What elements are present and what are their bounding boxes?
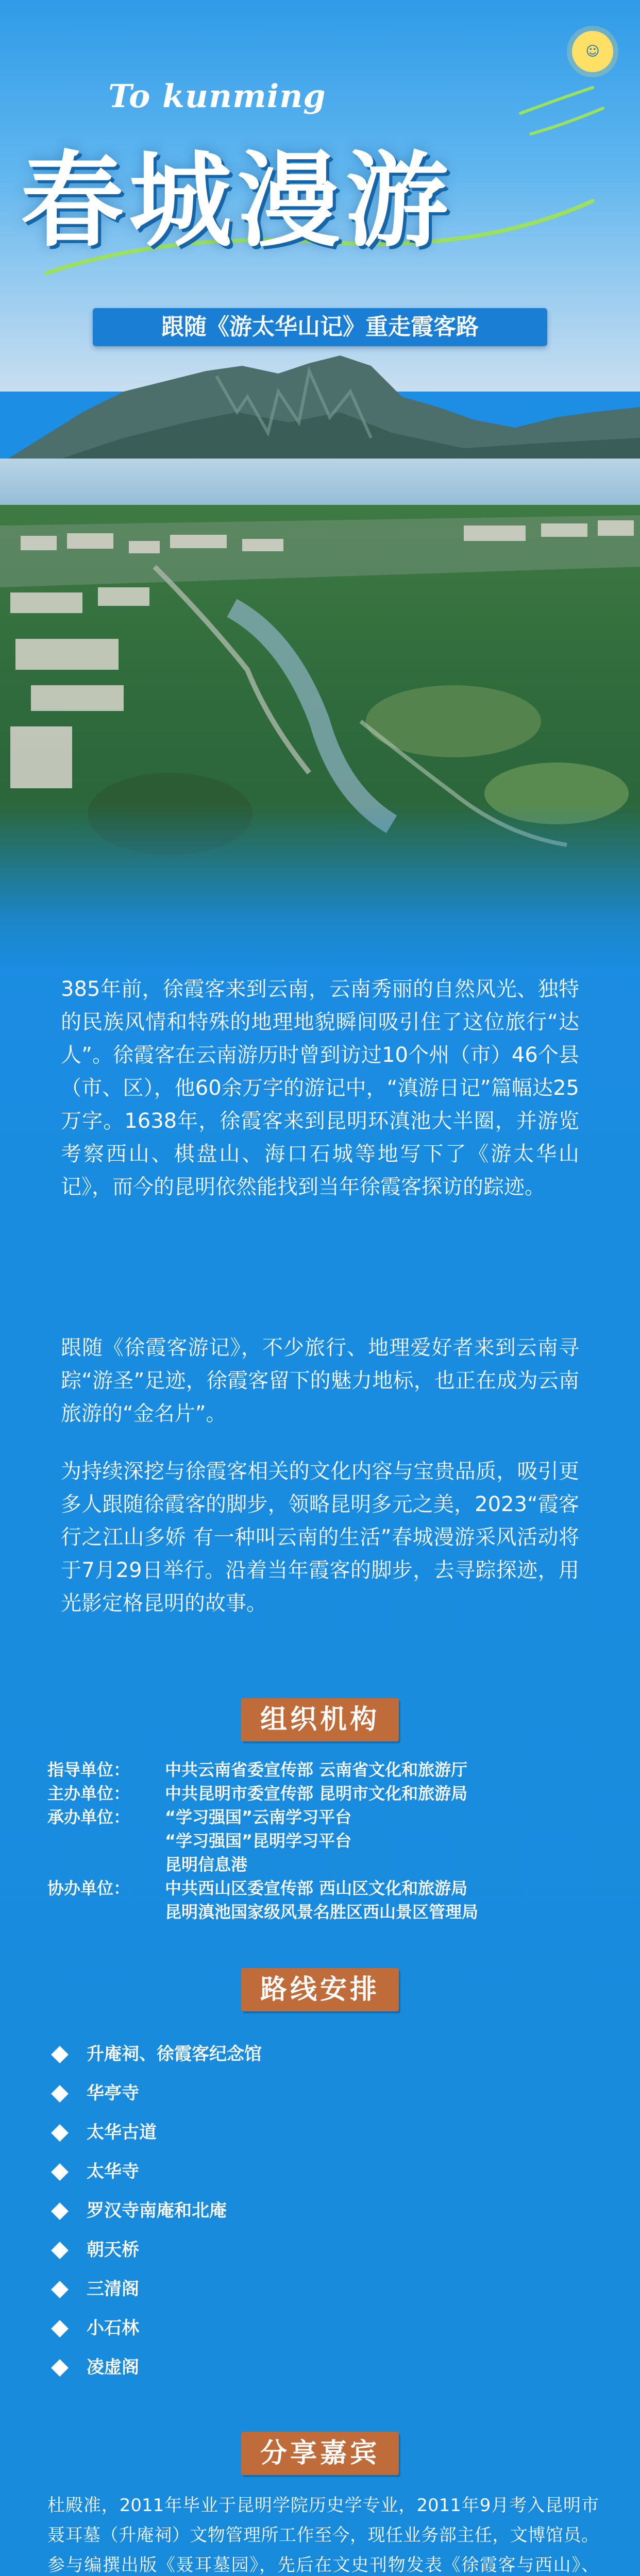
organization-value: 中共西山区委宣传部 西山区文化和旅游局 xyxy=(165,1878,468,1898)
organization-label: 指导单位： xyxy=(47,1760,130,1780)
organization-value: 昆明滇池国家级风景名胜区西山景区管理局 xyxy=(165,1902,479,1922)
tagline-english: To kunming xyxy=(108,77,326,115)
route-item xyxy=(54,2075,517,2114)
route-list xyxy=(54,2036,517,2388)
hero-fade xyxy=(0,804,640,969)
guest-heading-text: 分享嘉宾 xyxy=(260,2438,380,2469)
route-item-label: 升庵祠、徐霞客纪念馆 xyxy=(87,2044,262,2064)
route-item xyxy=(54,2036,517,2075)
organization-list xyxy=(47,1758,604,1924)
intro-paragraph-2: 跟随《徐霞客游记》，不少旅行、地理爱好者来到云南寻踪“游圣”足迹，徐霞客留下的魅力地标，也正在成为云南旅游的“金名片”。 xyxy=(61,1336,579,1426)
organization-value: “学习强国”云南学习平台 xyxy=(165,1807,352,1827)
organization-label: 承办单位： xyxy=(47,1807,130,1827)
organization-heading-text: 组织机构 xyxy=(260,1704,380,1735)
diamond-bullet-icon xyxy=(51,2359,69,2377)
hero-banner xyxy=(0,0,640,969)
intro-paragraph-1: 385年前，徐霞客来到云南，云南秀丽的自然风光、独特的民族风情和特殊的地理地貌瞬间吸引住了这位旅行“达人”。徐霞客在云南游历时曾到访过10个州（市）46个县（市、区），他60余万字的游记中，“滇游日记”篇幅达25万字。1638年，徐霞客来到昆明环滇池大半圈，并游览考察西山、棋盘山、海口石城等地写下了《游太华山记》，而今的昆明依然能找到当年徐霞客探访的踪迹。 xyxy=(61,977,579,1199)
sun-face-icon: ☺ xyxy=(585,44,600,59)
diamond-bullet-icon xyxy=(51,2124,69,2142)
route-item xyxy=(54,2232,517,2271)
subtitle-text: 跟随《游太华山记》重走霞客路 xyxy=(161,314,479,340)
organization-row xyxy=(47,1758,604,1782)
route-item-label: 太华古道 xyxy=(87,2122,157,2143)
route-item-label: 朝天桥 xyxy=(87,2240,139,2260)
route-item xyxy=(54,2193,517,2232)
organization-heading xyxy=(241,1698,399,1741)
organization-value: 中共昆明市委宣传部 昆明市文化和旅游局 xyxy=(165,1784,468,1803)
organization-label: 协办单位： xyxy=(47,1878,130,1898)
organization-row xyxy=(47,1900,604,1924)
intro-paragraph-3: 为持续深挖与徐霞客相关的文化内容与宝贵品质，吸引更多人跟随徐霞客的脚步，领略昆明多元之美，2023“霞客行之江山多娇 有一种叫云南的生活”春城漫游采风活动将于7月29日举行。沿着当年霞客的脚步，去寻踪探迹，用光影定格昆明的故事。 xyxy=(61,1460,579,1615)
diamond-bullet-icon xyxy=(51,2163,69,2181)
route-item xyxy=(54,2310,517,2349)
subtitle-banner xyxy=(93,308,547,346)
organization-value: 中共云南省委宣传部 云南省文化和旅游厅 xyxy=(165,1760,468,1780)
diamond-bullet-icon xyxy=(51,2320,69,2337)
page-title: 春城漫游 xyxy=(21,141,454,261)
route-item xyxy=(54,2271,517,2310)
diamond-bullet-icon xyxy=(51,2242,69,2259)
organization-row xyxy=(47,1829,604,1853)
diamond-bullet-icon xyxy=(51,2046,69,2063)
route-heading-text: 路线安排 xyxy=(260,1974,380,2005)
route-item-label: 小石林 xyxy=(87,2318,139,2338)
organization-row xyxy=(47,1805,604,1829)
route-item xyxy=(54,2154,517,2193)
guest-heading xyxy=(241,2432,399,2475)
route-item xyxy=(54,2114,517,2154)
route-item xyxy=(54,2349,517,2388)
guest-bio: 杜殿准，2011年毕业于昆明学院历史学专业，2011年9月考入昆明市聂耳墓（升庵祠）文物管理所工作至今，现任业务部主任，文博馆员。参与编撰出版《聂耳墓园》，先后在文史刊物发表《徐霞客与西山》、 xyxy=(47,2495,599,2575)
organization-value: 昆明信息港 xyxy=(165,1855,248,1874)
diamond-bullet-icon xyxy=(51,2085,69,2103)
organization-row xyxy=(47,1782,604,1805)
route-item-label: 罗汉寺南庵和北庵 xyxy=(87,2200,227,2221)
route-item-label: 太华寺 xyxy=(87,2161,139,2182)
route-heading xyxy=(241,1968,399,2011)
organization-value: “学习强国”昆明学习平台 xyxy=(165,1831,352,1851)
route-item-label: 三清阁 xyxy=(87,2279,139,2299)
organization-label: 主办单位： xyxy=(47,1784,130,1803)
diamond-bullet-icon xyxy=(51,2202,69,2220)
route-item-label: 华亭寺 xyxy=(87,2083,139,2104)
route-item-label: 凌虚阁 xyxy=(87,2357,139,2378)
diamond-bullet-icon xyxy=(51,2281,69,2298)
organization-row xyxy=(47,1853,604,1876)
organization-row xyxy=(47,1876,604,1900)
